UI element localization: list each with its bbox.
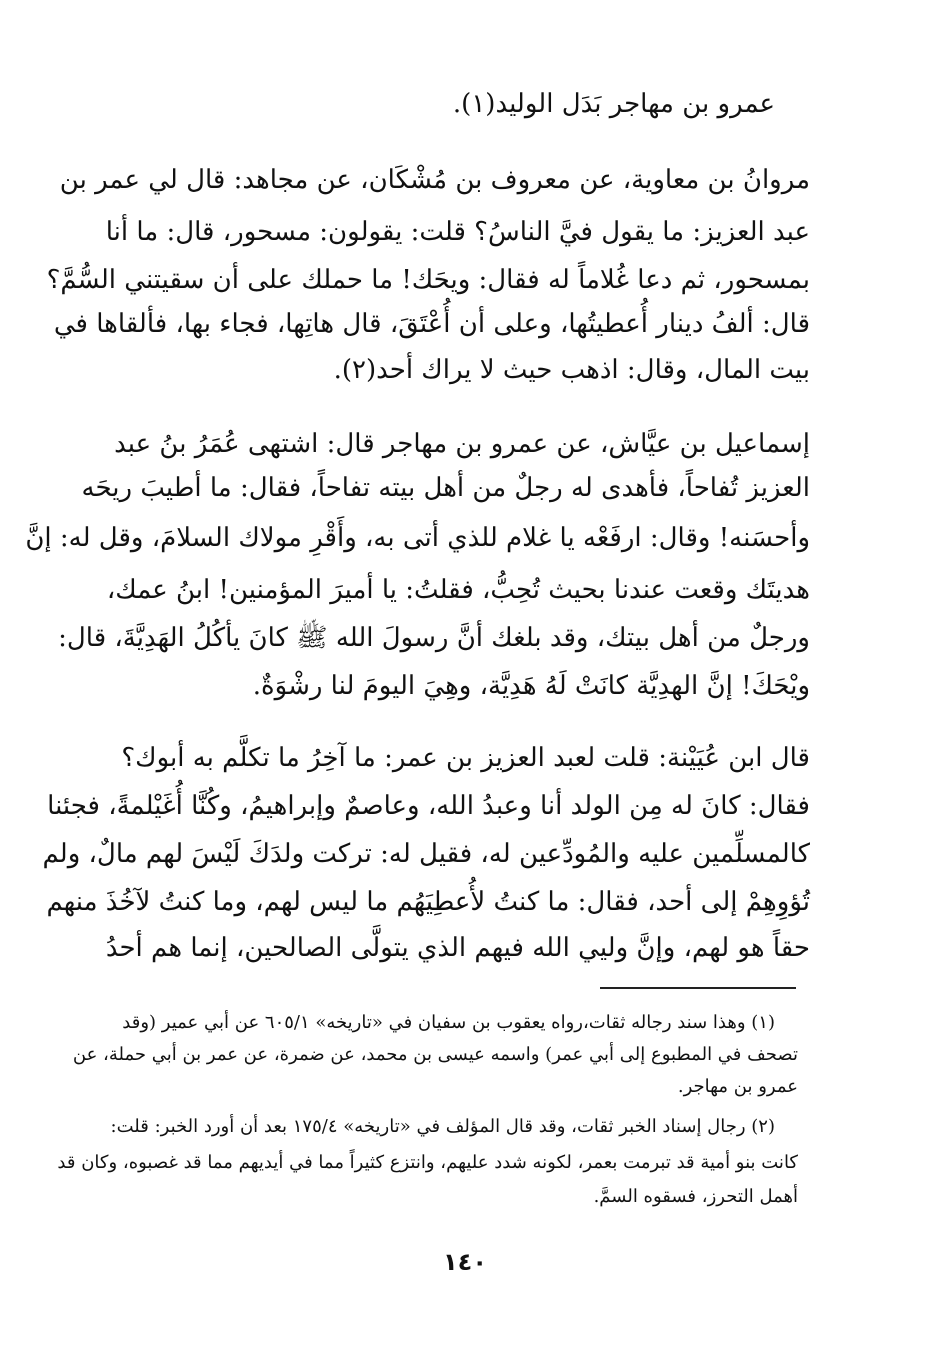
body-line: هديتَك وقعت عندنا بحيث تُحِبُّ، فقلتُ: يا أميرَ المؤمنين! ابنُ عمك، (106, 575, 810, 605)
body-line: إسماعيل بن عيَّاش، عن عمرو بن مهاجر قال: اشتهى عُمَرُ بنُ عبد (114, 429, 810, 459)
body-line: بيت المال، وقال: اذهب حيث لا يراك أحد(٢). (333, 355, 810, 385)
page-number: ١٤٠ (443, 1248, 487, 1276)
footnote-line: كانت بنو أمية قد تبرمت بعمر، لكونه شدد عليهم، وانتزع كثيراً مما في أيديهم مما قد غصبوه، وكان قد (57, 1152, 798, 1173)
body-line: فقال: كانَ له مِن الولد أنا وعبدُ الله، وعاصمٌ وإبراهيمُ، وكُنَّا أُغَيْلمةً، فجئنا (47, 791, 810, 821)
body-line: قال ابن عُيَيْنة: قلت لعبد العزيز بن عمر: ما آخِرُ ما تكلَّم به أبوك؟ (121, 743, 810, 773)
body-line: عبد العزيز: ما يقول فيَّ الناسُ؟ قلت: يقولون: مسحور، قال: ما أنا (105, 217, 810, 247)
body-line: تُؤوِهِمْ إلى أحد، فقال: ما كنتُ لأُعطِيَهُم ما ليس لهم، وما كنتُ لآخُذَ منهم (46, 887, 810, 917)
footnote-line: أهمل التحرز، فسقوه السمَّ. (593, 1186, 798, 1207)
body-line: ويْحَكَ! إنَّ الهدِيَّة كانَتْ لَهُ هَدِيَّة، وهِيَ اليومَ لنا رشْوَةٌ. (252, 671, 810, 701)
footnote-line: (١) وهذا سند رجاله ثقات،رواه يعقوب بن سفيان في «تاريخه» ٦٠٥/١ عن أبي عمير (وقد (122, 1012, 775, 1033)
body-line: وأحسَنه! وقال: ارفَعْه يا غلام للذي أتى به، وأَقْرِ مولاك السلامَ، وقل له: إنَّ (25, 523, 810, 553)
body-line: عمرو بن مهاجر بَدَل الوليد(١). (452, 89, 775, 119)
body-line: ورجلٌ من أهل بيتك، وقد بلغك أنَّ رسولَ الله ﷺ كانَ يأكُلُ الهَدِيَّةَ، قال: (58, 623, 810, 653)
body-line: بمسحور، ثم دعا غُلاماً له فقال: ويحَك! ما حملك على أن سقيتني السُّمَّ؟ (46, 265, 810, 295)
body-line: العزيز تُفاحاً، فأهدى له رجلٌ من أهل بيته تفاحاً، فقال: ما أطيبَ ريحَه (81, 473, 810, 503)
body-line: قال: ألفُ دينار أُعطيتُها، وعلى أن أُعْتَقَ، قال هاتِها، فجاء بها، فألقاها في (53, 309, 810, 339)
footnote-line: عمرو بن مهاجر. (677, 1076, 798, 1097)
footnote-line: تصحف في المطبوع إلى أبي عمر) واسمه عيسى بن محمد، عن ضمرة، عن عمر بن أبي حملة، عن (72, 1044, 798, 1065)
body-line: كالمسلِّمين عليه والمُودِّعين له، فقيل له: تركت ولدَكَ لَيْسَ لهم مالٌ، ولم (42, 839, 810, 869)
body-line: حقاً هو لهم، وإنَّ وليي الله فيهم الذي يتولَّى الصالحين، إنما هم أحدُ (105, 933, 810, 963)
body-line: مروانُ بن معاوية، عن معروف بن مُشْكَان، عن مجاهد: قال لي عمر بن (59, 165, 810, 195)
footnote-line: (٢) رجال إسناد الخبر ثقات، وقد قال المؤلف في «تاريخه» ١٧٥/٤ بعد أن أورد الخبر: قلت: (110, 1116, 775, 1137)
footnote-divider (600, 987, 796, 989)
